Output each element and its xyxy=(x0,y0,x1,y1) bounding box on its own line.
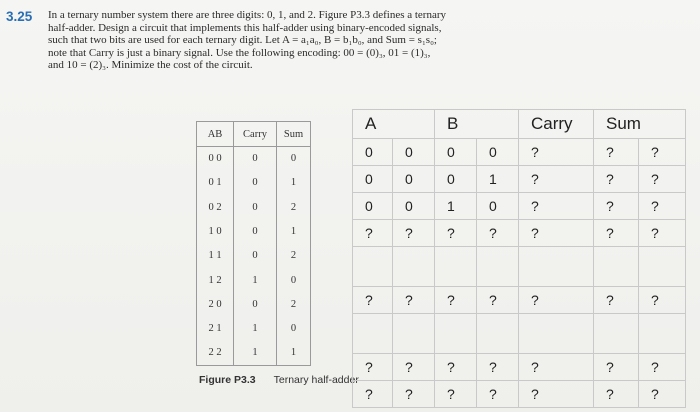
table-row xyxy=(197,244,311,268)
problem-line: such that two bits are used for each ternary digit. Let A = a₁a₀, B = b₁b₀, and Sum = s₁s₀; xyxy=(48,34,437,47)
cell-carry: 0 xyxy=(234,292,277,316)
cell-s0: ? xyxy=(639,193,686,220)
work-header-carry: Carry xyxy=(519,110,594,139)
cell-a0 xyxy=(393,314,435,354)
cell-a0: 0 xyxy=(393,193,435,220)
cell-s1: ? xyxy=(594,139,639,166)
cell-s0: ? xyxy=(639,166,686,193)
table-row xyxy=(197,219,311,243)
cell-b1: ? xyxy=(435,220,477,247)
cell-s0 xyxy=(639,314,686,354)
table-row xyxy=(197,341,311,365)
figure-caption xyxy=(199,374,359,386)
cell-a1: 0 xyxy=(353,166,393,193)
table-row xyxy=(353,314,686,354)
cell-ab: 0 2 xyxy=(197,195,234,219)
cell-ab: 2 1 xyxy=(197,317,234,341)
cell-ab: 0 1 xyxy=(197,171,234,195)
cell-carry: ? xyxy=(519,139,594,166)
cell-a1: 0 xyxy=(353,139,393,166)
cell-b0: 0 xyxy=(477,139,519,166)
cell-ab: 2 0 xyxy=(197,292,234,316)
cell-sum: 0 xyxy=(277,317,311,341)
table-row xyxy=(197,268,311,292)
cell-carry: 0 xyxy=(234,219,277,243)
ternary-half-adder-table xyxy=(196,121,311,366)
work-header-a: A xyxy=(353,110,435,139)
cell-a1 xyxy=(353,314,393,354)
table-row xyxy=(353,381,686,408)
cell-sum: 2 xyxy=(277,244,311,268)
header-sum: Sum xyxy=(277,122,311,147)
cell-a1: ? xyxy=(353,287,393,314)
cell-carry: ? xyxy=(519,381,594,408)
cell-carry: 0 xyxy=(234,147,277,171)
problem-line: note that Carry is just a binary signal. Use the following encoding: 00 = (0)₃, 01 = (1)₃, xyxy=(48,46,431,59)
work-header-row xyxy=(353,110,686,139)
cell-carry: 0 xyxy=(234,171,277,195)
cell-carry: ? xyxy=(519,354,594,381)
cell-ab: 1 2 xyxy=(197,268,234,292)
cell-a1: ? xyxy=(353,354,393,381)
work-header-sum: Sum xyxy=(594,110,686,139)
cell-s1: ? xyxy=(594,381,639,408)
problem-line: In a ternary number system there are three digits: 0, 1, and 2. Figure P3.3 defines a ternary xyxy=(48,9,447,21)
work-header-b: B xyxy=(435,110,519,139)
header-carry: Carry xyxy=(234,122,277,147)
cell-sum: 1 xyxy=(277,341,311,365)
cell-b0: ? xyxy=(477,287,519,314)
cell-a1: ? xyxy=(353,220,393,247)
cell-carry xyxy=(519,314,594,354)
problem-line: and 10 = (2)₃. Minimize the cost of the circuit. xyxy=(48,59,253,72)
cell-a1: 0 xyxy=(353,193,393,220)
table-row xyxy=(353,220,686,247)
cell-b0: ? xyxy=(477,381,519,408)
cell-s1: ? xyxy=(594,193,639,220)
cell-s0 xyxy=(639,247,686,287)
cell-carry: ? xyxy=(519,220,594,247)
cell-s0: ? xyxy=(639,381,686,408)
table-row xyxy=(197,147,311,171)
cell-s0: ? xyxy=(639,220,686,247)
table-row xyxy=(353,139,686,166)
cell-s1: ? xyxy=(594,166,639,193)
cell-s1: ? xyxy=(594,287,639,314)
cell-carry xyxy=(519,247,594,287)
table-row xyxy=(353,166,686,193)
table-header-row xyxy=(197,122,311,147)
cell-carry: ? xyxy=(519,193,594,220)
cell-a0: ? xyxy=(393,220,435,247)
cell-b0 xyxy=(477,247,519,287)
problem-number: 3.25 xyxy=(6,9,33,24)
cell-sum: 1 xyxy=(277,219,311,243)
cell-b1: 1 xyxy=(435,193,477,220)
table-row xyxy=(353,287,686,314)
cell-b0: 1 xyxy=(477,166,519,193)
cell-a0: 0 xyxy=(393,166,435,193)
cell-a0: ? xyxy=(393,381,435,408)
cell-s1: ? xyxy=(594,220,639,247)
cell-a1 xyxy=(353,247,393,287)
cell-sum: 2 xyxy=(277,195,311,219)
cell-carry: 1 xyxy=(234,268,277,292)
header-ab: AB xyxy=(197,122,234,147)
cell-b1: 0 xyxy=(435,166,477,193)
table-row xyxy=(197,171,311,195)
table-row xyxy=(353,354,686,381)
cell-carry: 1 xyxy=(234,341,277,365)
table-row xyxy=(353,247,686,287)
table-row xyxy=(353,193,686,220)
cell-b0: ? xyxy=(477,354,519,381)
problem-line: half-adder. Design a circuit that implements this half-adder using binary-encoded signals, xyxy=(48,21,442,34)
cell-s1: ? xyxy=(594,354,639,381)
cell-sum: 0 xyxy=(277,147,311,171)
cell-ab: 2 2 xyxy=(197,341,234,365)
binary-encoding-work-table xyxy=(352,109,686,408)
cell-sum: 0 xyxy=(277,268,311,292)
cell-b0: 0 xyxy=(477,193,519,220)
figure-title: Ternary half-adder xyxy=(273,374,359,386)
cell-ab: 1 0 xyxy=(197,219,234,243)
cell-carry: ? xyxy=(519,287,594,314)
cell-sum: 1 xyxy=(277,171,311,195)
table-row xyxy=(197,292,311,316)
cell-a0 xyxy=(393,247,435,287)
cell-b1: ? xyxy=(435,354,477,381)
cell-a0: ? xyxy=(393,287,435,314)
cell-s1 xyxy=(594,247,639,287)
cell-b1 xyxy=(435,314,477,354)
cell-carry: 0 xyxy=(234,195,277,219)
table-row xyxy=(197,195,311,219)
cell-s1 xyxy=(594,314,639,354)
cell-b1: 0 xyxy=(435,139,477,166)
cell-carry: ? xyxy=(519,166,594,193)
cell-ab: 1 1 xyxy=(197,244,234,268)
table-row xyxy=(197,317,311,341)
cell-s0: ? xyxy=(639,139,686,166)
cell-sum: 2 xyxy=(277,292,311,316)
cell-s0: ? xyxy=(639,287,686,314)
cell-ab: 0 0 xyxy=(197,147,234,171)
cell-b1: ? xyxy=(435,287,477,314)
cell-a0: ? xyxy=(393,354,435,381)
cell-carry: 0 xyxy=(234,244,277,268)
cell-carry: 1 xyxy=(234,317,277,341)
cell-b1 xyxy=(435,247,477,287)
problem-text xyxy=(48,9,488,72)
cell-b0: ? xyxy=(477,220,519,247)
cell-b1: ? xyxy=(435,381,477,408)
cell-b0 xyxy=(477,314,519,354)
cell-a1: ? xyxy=(353,381,393,408)
figure-label: Figure P3.3 xyxy=(199,374,256,386)
cell-s0: ? xyxy=(639,354,686,381)
cell-a0: 0 xyxy=(393,139,435,166)
